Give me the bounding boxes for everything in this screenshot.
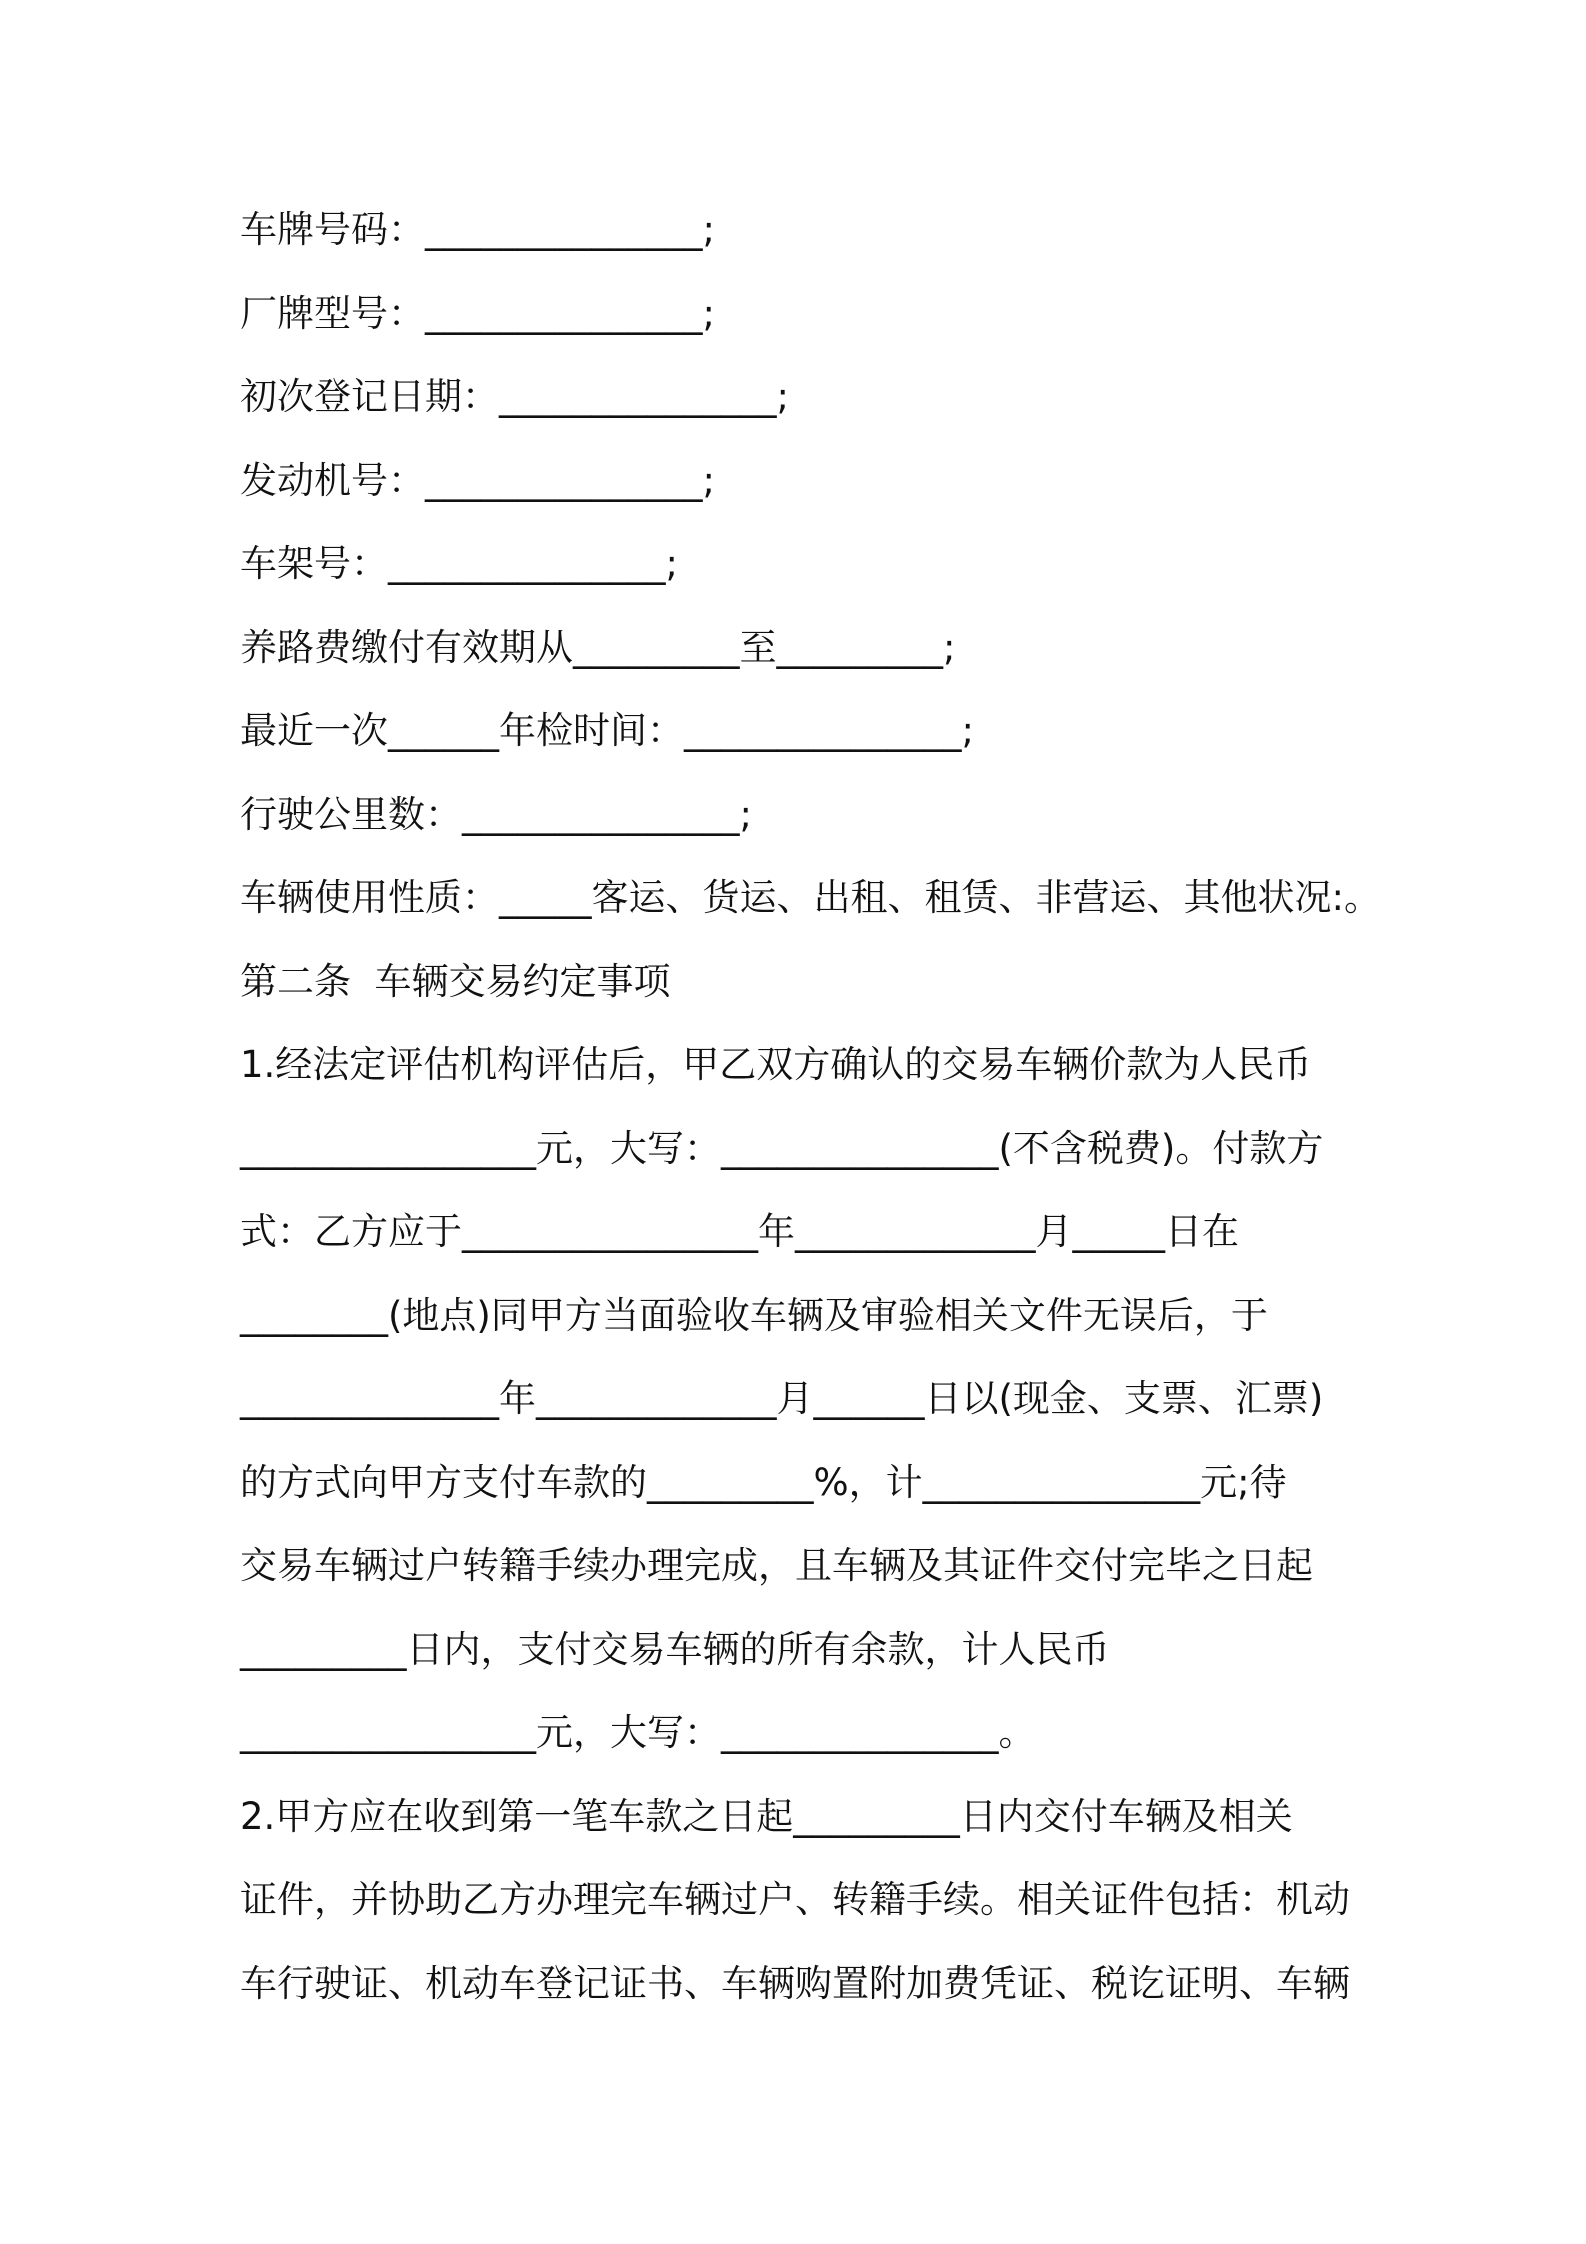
clause1-line: _________日内，支付交易车辆的所有余款，计人民币	[240, 1628, 1110, 1671]
field-engine-number: 发动机号：_______________;	[240, 459, 715, 502]
field-usage-nature: 车辆使用性质：_____客运、货运、出租、租赁、非营运、其他状况:。	[240, 876, 1381, 919]
field-plate-number: 车牌号码：_______________;	[240, 208, 715, 251]
clause1-line: 的方式向甲方支付车款的_________%，计_______________元;待	[240, 1461, 1287, 1504]
field-road-fee-validity: 养路费缴付有效期从_________至_________;	[240, 626, 956, 669]
clause1-line: 交易车辆过户转籍手续办理完成，且车辆及其证件交付完毕之日起	[240, 1544, 1313, 1587]
clause2-line: 证件，并协助乙方办理完车辆过户、转籍手续。相关证件包括：机动	[240, 1878, 1350, 1921]
clause2-line: 2.甲方应在收到第一笔车款之日起_________日内交付车辆及相关	[240, 1795, 1293, 1838]
clause1-line: ________________元，大写：_______________(不含税费)。付款方	[240, 1127, 1324, 1170]
field-first-registration-date: 初次登记日期：_______________;	[240, 375, 789, 418]
field-mileage: 行驶公里数：_______________;	[240, 793, 752, 836]
clause1-line: 1.经法定评估机构评估后，甲乙双方确认的交易车辆价款为人民币	[240, 1043, 1312, 1086]
section-heading: 第二条 车辆交易约定事项	[240, 960, 671, 1003]
field-last-inspection: 最近一次______年检时间：_______________;	[240, 709, 974, 752]
clause1-line: 式：乙方应于________________年_____________月_____日在	[240, 1210, 1239, 1253]
clause1-line: ______________年_____________月______日以(现金、支票、汇票)	[240, 1377, 1324, 1420]
field-frame-number: 车架号：_______________;	[240, 542, 678, 585]
field-brand-model: 厂牌型号：_______________;	[240, 292, 715, 335]
clause2-line: 车行驶证、机动车登记证书、车辆购置附加费凭证、税讫证明、车辆	[240, 1962, 1350, 2005]
clause1-line: ________(地点)同甲方当面验收车辆及审验相关文件无误后，于	[240, 1294, 1268, 1337]
clause1-line: ________________元，大写：_______________。	[240, 1711, 1036, 1754]
